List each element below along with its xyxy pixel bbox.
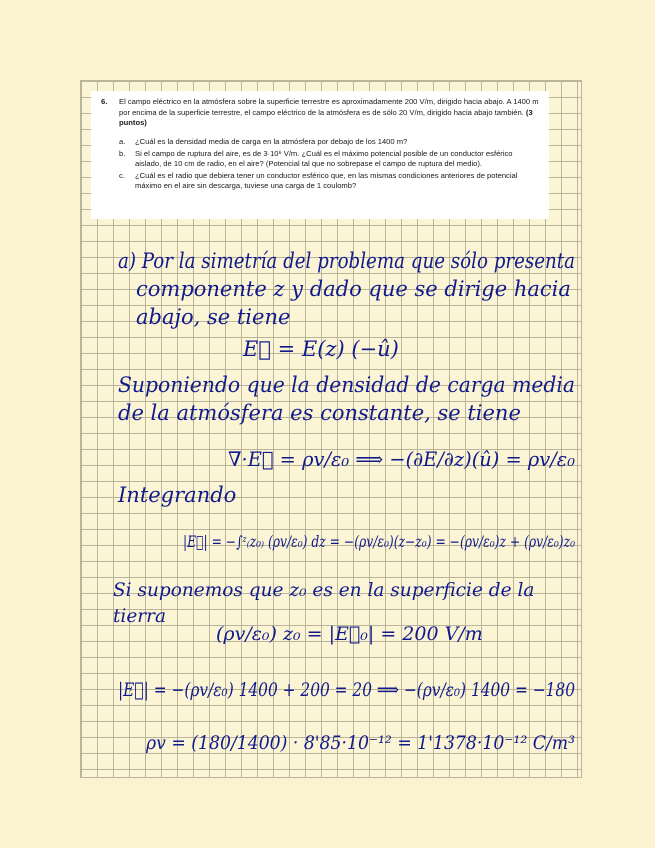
problem-item-b: b. Si el campo de ruptura del aire, es de 3·10⁶ V/m. ¿Cuál es el máximo potencial posible de un conductor esférico aislado, de 10 cm de radio, en el aire? (Potencial tal que no sobrepase el campo de ruptura del medio).: [119, 148, 513, 169]
solution-line-2: componente z y dado que se dirige hacia: [136, 277, 571, 301]
problem-text: El campo eléctrico en la atmósfera sobre la superficie terrestre es aproximadamente 200 V/m, dirigido hacia abajo. A 1400 m por encima de la superficie terrestre, el campo eléctrico de la atmósfera es de sólo 20 V/m, dirigido hacia abajo también.: [119, 97, 539, 117]
solution-line-6: Integrando: [118, 483, 237, 507]
equation-4: (ρv/ε₀) z₀ = |E⃗₀| = 200 V/m: [216, 623, 483, 645]
solution-line-1: a) Por la simetría del problema que sólo presenta: [118, 249, 575, 273]
equation-3: |E⃗| = −∫ᶻ₍z₀₎ (ρv/ε₀) dz = −(ρv/ε₀)(z−z₀) = −(ρv/ε₀)z + (ρv/ε₀)z₀: [183, 533, 576, 551]
equation-1: E⃗ = E(z) (−û): [243, 337, 399, 361]
equation-5: |E⃗| = −(ρv/ε₀) 1400 + 200 = 20 ⟹ −(ρv/ε₀) 1400 = −180: [118, 679, 575, 701]
equation-6: ρv = (180/1400) · 8'85·10⁻¹² = 1'1378·10⁻¹² C/m³: [145, 733, 576, 754]
solution-line-4: Suponiendo que la densidad de carga media: [118, 373, 575, 397]
equation-2: ∇·E⃗ = ρv/ε₀ ⟹ −(∂E/∂z)(û) = ρv/ε₀: [228, 447, 575, 471]
problem-item-c: c. ¿Cuál es el radio que debiera tener un conductor esférico que, en las mismas condiciones anteriores de potencial máximo en el aire sin descarga, tuviese una carga de 1 coulomb?: [119, 170, 518, 191]
solution-line-7: Si suponemos que z₀ es en la superficie de la: [113, 580, 535, 601]
solution-line-5: de la atmósfera es constante, se tiene: [118, 401, 521, 425]
problem-number: 6.: [101, 97, 108, 106]
problem-points: (3 puntos): [119, 107, 533, 128]
solution-line-3: abajo, se tiene: [136, 305, 291, 329]
problem-item-a: a. ¿Cuál es la densidad media de carga en la atmósfera por debajo de los 1400 m?: [119, 137, 408, 146]
solution-line-8: tierra: [113, 606, 167, 627]
